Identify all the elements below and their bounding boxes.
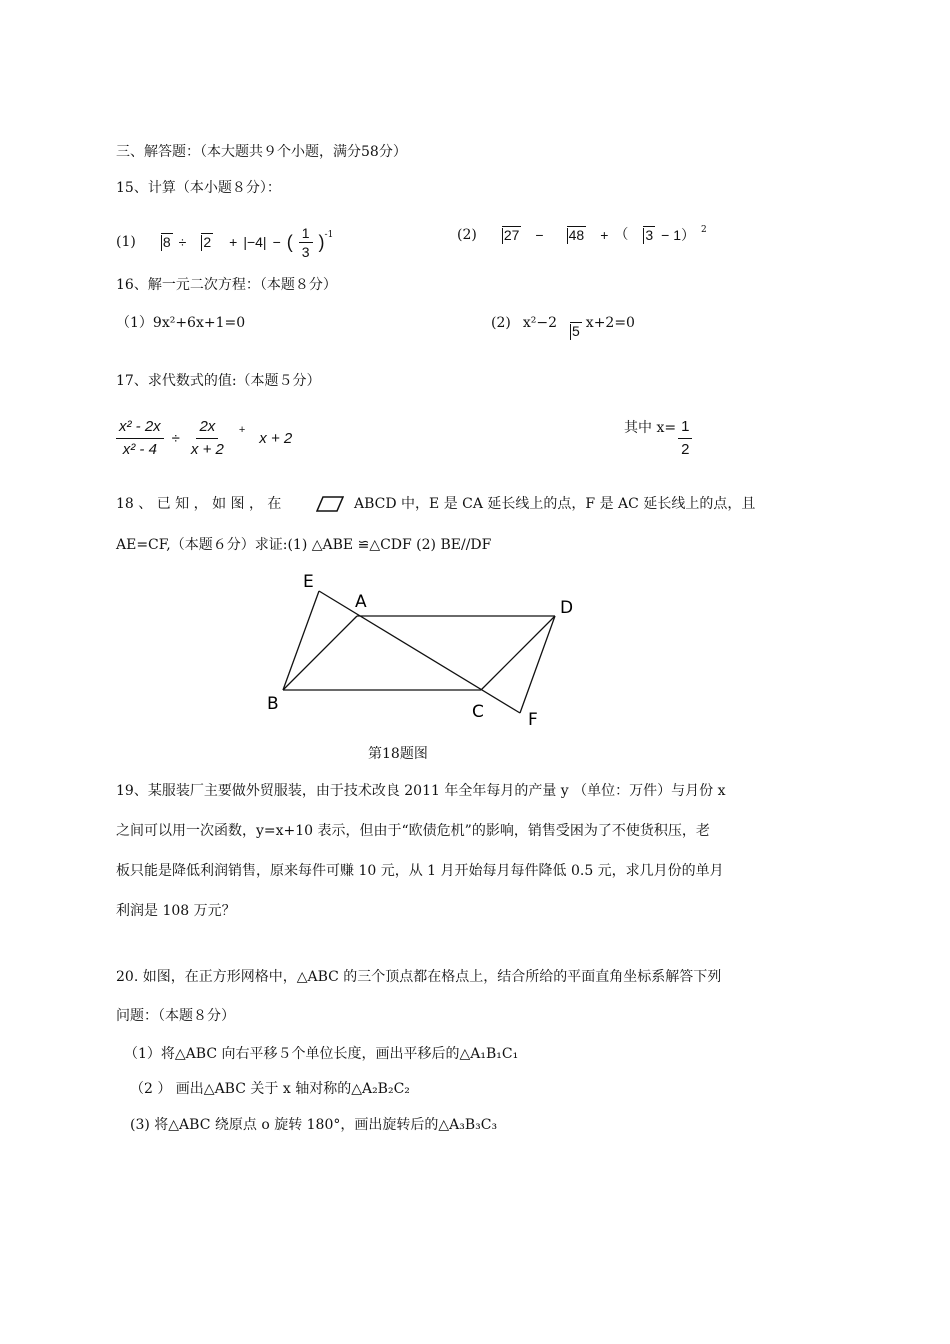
q18-figure-caption: 第18题图 bbox=[368, 746, 428, 762]
edge-DC bbox=[481, 616, 555, 690]
label-F: F bbox=[528, 710, 538, 730]
parallelogram-icon bbox=[316, 496, 344, 512]
plus-sign: + bbox=[238, 423, 246, 436]
q16-p2-post: x+2=0 bbox=[585, 315, 635, 331]
q15-p1-sqrt1: 8 bbox=[152, 233, 173, 251]
plus-sign: + bbox=[600, 227, 609, 243]
label-E: E bbox=[303, 572, 314, 592]
q15-p2-sqrt1: 27 bbox=[493, 226, 522, 244]
q15-p2-label: (2) bbox=[457, 227, 477, 243]
paren-open: （ bbox=[614, 227, 629, 243]
q19-line3: 板只能是降低利润销售，原来每件可赚 10 元，从 1 月开始每月每件降低 0.5 元，求几月份的单月 bbox=[116, 863, 724, 879]
q17-expression bbox=[116, 416, 292, 461]
q15-p2-exp: 2 bbox=[701, 225, 707, 235]
q16-title: 16、解一元二次方程：（本题８分） bbox=[116, 277, 337, 293]
q16-p2-pre: x²−2 bbox=[522, 315, 557, 331]
q20-item2: （2 ） 画出△ABC 关于 x 轴对称的△A₂B₂C₂ bbox=[130, 1081, 410, 1097]
q15-title: 15、计算（本小题８分）： bbox=[116, 180, 281, 196]
edge-BA bbox=[283, 616, 357, 690]
q15-p1-fraction: $\frac{1}{3}$ bbox=[299, 224, 313, 261]
label-B: B bbox=[267, 694, 279, 714]
q17-tail: x + 2 bbox=[259, 429, 293, 447]
q16-part2 bbox=[491, 314, 635, 340]
q15-p1-abs: |−4| bbox=[243, 234, 267, 250]
q20-line2: 问题：（本题８分） bbox=[116, 1008, 235, 1024]
q16-p2-label: (2) bbox=[491, 315, 511, 331]
q16-p2-sqrt: 5 bbox=[561, 322, 582, 340]
q15-part2 bbox=[457, 226, 707, 244]
q19-line1: 19、某服装厂主要做外贸服装，由于技术改良 2011 年全年每月的产量 y （单位：万件）与月份 x bbox=[116, 783, 726, 799]
minus-sign: − bbox=[272, 234, 281, 250]
q18-figure bbox=[260, 565, 590, 735]
q18-line2: AE=CF,（本题６分）求证:(1) △ABE ≌△CDF (2) BE//DF bbox=[116, 537, 492, 553]
q20-line1: 20. 如图，在正方形网格中，△ABC 的三个顶点都在格点上，结合所给的平面直角坐标系解答下列 bbox=[116, 969, 722, 985]
divide-sign: ÷ bbox=[171, 429, 180, 447]
label-A: A bbox=[355, 592, 367, 612]
edge-BE bbox=[283, 591, 319, 690]
paren-open: ( bbox=[286, 232, 293, 252]
q15-part1 bbox=[116, 218, 333, 266]
plus-sign: + bbox=[229, 234, 238, 250]
q15-p1-label: (1) bbox=[116, 234, 136, 250]
q19-line2: 之间可以用一次函数，y=x+10 表示，但由于“欧债危机”的影响，销售受困为了不使货积压，老 bbox=[116, 823, 710, 839]
q20-item3: (3) 将△ABC 绕原点 o 旋转 180°，画出旋转后的△A₃B₃C₃ bbox=[130, 1117, 498, 1133]
q17-condition-fraction: $\frac{1}{2}$ bbox=[678, 416, 692, 461]
q17-title: 17、求代数式的值:（本题５分） bbox=[116, 373, 321, 389]
q19-line4: 利润是 108 万元？ bbox=[116, 903, 236, 919]
q17-fraction2: $\frac{2x}{x + 2}$ bbox=[190, 418, 224, 458]
label-D: D bbox=[560, 598, 574, 618]
section-title: 三、解答题：（本大题共９个小题，满分58分） bbox=[116, 144, 407, 160]
edge-FD bbox=[520, 616, 555, 713]
divide-sign: ÷ bbox=[178, 234, 187, 250]
q17-condition bbox=[624, 416, 692, 461]
q17-fraction1: $\frac{\text{x² - 2x}}{\text{x² - 4}}$ bbox=[116, 416, 164, 461]
paren-close: ) bbox=[318, 232, 325, 252]
minus-sign: − bbox=[535, 227, 544, 243]
q18-line1-a: 18 、 已 知 ， 如 图 ， 在 bbox=[116, 496, 282, 512]
q15-p1-exp: -1 bbox=[324, 230, 334, 240]
q15-p2-tail: − 1） bbox=[661, 227, 696, 243]
line-EF bbox=[319, 591, 520, 713]
q16-part1: （1）9x²+6x+1=0 bbox=[116, 315, 246, 331]
q18-line1-b: ABCD 中，E 是 CA 延长线上的点，F 是 AC 延长线上的点，且 bbox=[354, 496, 756, 512]
q15-p2-sqrt3: 3 bbox=[634, 226, 655, 244]
label-C: C bbox=[472, 702, 484, 722]
q15-p2-sqrt2: 48 bbox=[558, 226, 587, 244]
q15-p1-sqrt2: 2 bbox=[192, 233, 213, 251]
q17-condition-label: 其中 x= bbox=[624, 419, 677, 436]
q20-item1: （1）将△ABC 向右平移５个单位长度，画出平移后的△A₁B₁C₁ bbox=[124, 1046, 519, 1062]
